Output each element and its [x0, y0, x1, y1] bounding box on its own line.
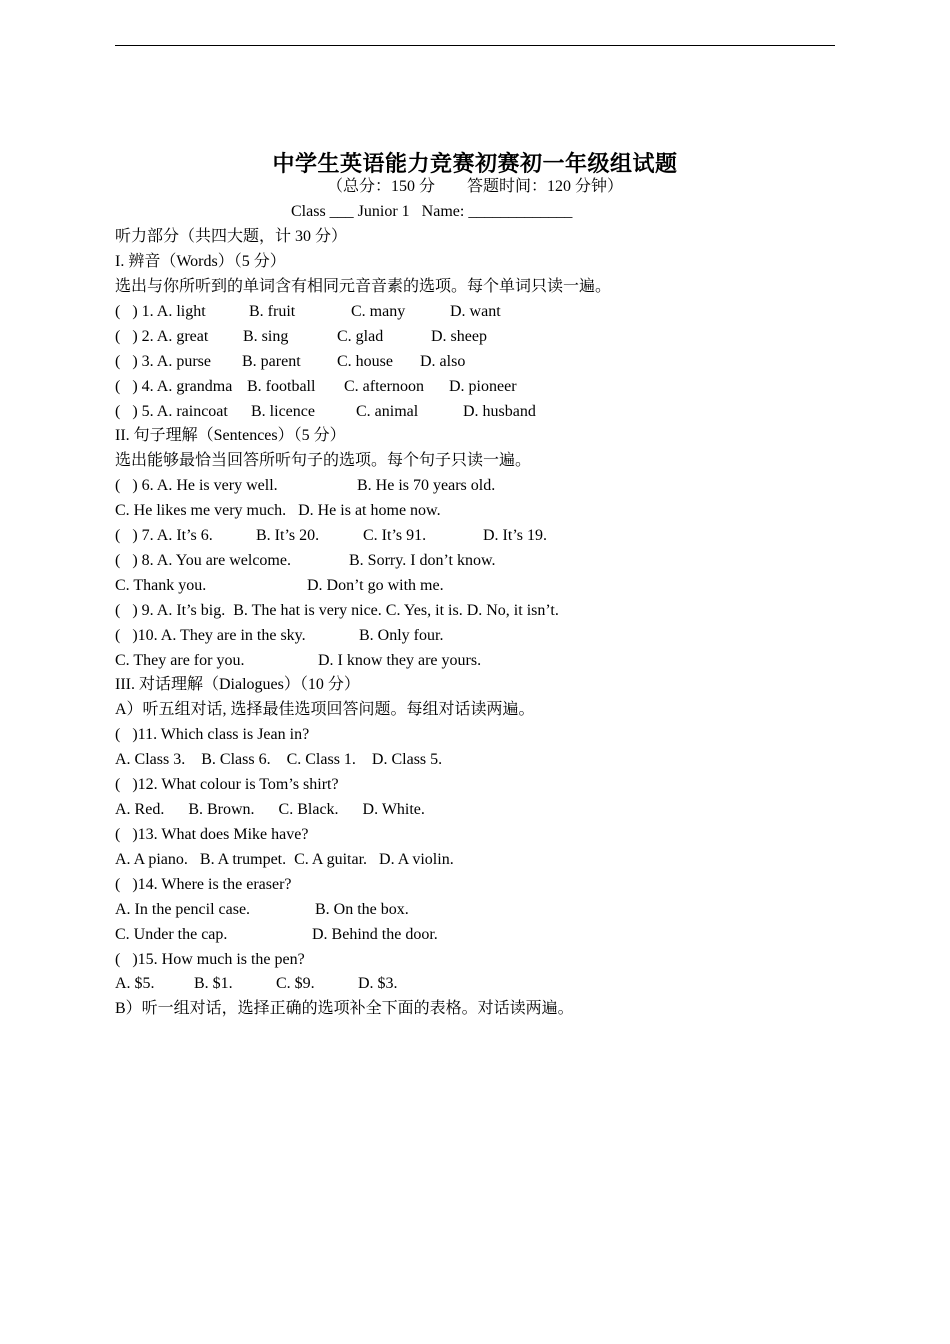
q15-d: D. $3. — [358, 975, 398, 992]
header-rule — [115, 45, 835, 46]
q13-options: A. A piano. B. A trumpet. C. A guitar. D. A violin. — [115, 851, 454, 868]
section2-instruction: 选出能够最恰当回答所听句子的选项。每个句子只读一遍。 — [115, 452, 532, 469]
q5-c: C. animal — [356, 403, 419, 420]
q4-d: D. pioneer — [449, 378, 517, 395]
q3-b: B. parent — [242, 353, 301, 370]
q15-c: C. $9. — [276, 975, 315, 992]
q10-d: D. I know they are yours. — [318, 652, 482, 669]
q9: ( ) 9. A. It’s big. B. The hat is very nice. C. Yes, it is. D. No, it isn’t. — [115, 602, 559, 619]
q14-a: A. In the pencil case. — [115, 901, 251, 918]
q5-d: D. husband — [463, 403, 536, 420]
q4-b: B. football — [247, 378, 316, 395]
q13: ( )13. What does Mike have? — [115, 826, 309, 843]
section1-heading: I. 辨音（Words）（5 分） — [115, 253, 286, 270]
q3-c: C. house — [337, 353, 393, 370]
class-name-line: Class ___ Junior 1 Name: _____________ — [291, 203, 573, 220]
q5-b: B. licence — [251, 403, 315, 420]
q6-a: ( ) 6. A. He is very well. — [115, 477, 278, 494]
q7-a: ( ) 7. A. It’s 6. — [115, 527, 213, 544]
q14-d: D. Behind the door. — [312, 926, 438, 943]
section2-heading: II. 句子理解（Sentences）（5 分） — [115, 427, 346, 444]
q7-d: D. It’s 19. — [483, 527, 547, 544]
section3-partB: B）听一组对话，选择正确的选项补全下面的表格。对话读两遍。 — [115, 1000, 574, 1017]
section3-heading: III. 对话理解（Dialogues）（10 分） — [115, 676, 360, 693]
q2-d: D. sheep — [431, 328, 487, 345]
q1-c: C. many — [351, 303, 406, 320]
q11: ( )11. Which class is Jean in? — [115, 726, 310, 743]
page-title: 中学生英语能力竞赛初赛初一年级组试题 — [272, 151, 678, 176]
q15-b: B. $1. — [194, 975, 233, 992]
q6-b: B. He is 70 years old. — [357, 477, 496, 494]
q3-d: D. also — [420, 353, 466, 370]
q11-options: A. Class 3. B. Class 6. C. Class 1. D. Class 5. — [115, 751, 443, 768]
q1-a: ( ) 1. A. light — [115, 303, 206, 320]
q8-d: D. Don’t go with me. — [307, 577, 444, 594]
subtitle: （总分：150 分 答题时间：120 分钟） — [326, 178, 623, 195]
q1-d: D. want — [450, 303, 501, 320]
q14: ( )14. Where is the eraser? — [115, 876, 292, 893]
q8-a: ( ) 8. A. You are welcome. — [115, 552, 291, 569]
q8-c: C. Thank you. — [115, 577, 207, 594]
listening-header: 听力部分（共四大题，计 30 分） — [115, 228, 348, 245]
q4-c: C. afternoon — [344, 378, 424, 395]
section3-partA: A）听五组对话, 选择最佳选项回答问题。每组对话读两遍。 — [115, 701, 535, 718]
q7-c: C. It’s 91. — [363, 527, 427, 544]
q7-b: B. It’s 20. — [256, 527, 320, 544]
q2-b: B. sing — [243, 328, 289, 345]
q15: ( )15. How much is the pen? — [115, 951, 305, 968]
q1-b: B. fruit — [249, 303, 296, 320]
q2-a: ( ) 2. A. great — [115, 328, 209, 345]
q14-b: B. On the box. — [315, 901, 409, 918]
q8-b: B. Sorry. I don’t know. — [349, 552, 496, 569]
section1-instruction: 选出与你所听到的单词含有相同元音音素的选项。每个单词只读一遍。 — [115, 278, 612, 295]
q2-c: C. glad — [337, 328, 384, 345]
q6-cd: C. He likes me very much. D. He is at home now. — [115, 502, 441, 519]
q10-b: B. Only four. — [359, 627, 444, 644]
q5-a: ( ) 5. A. raincoat — [115, 403, 228, 420]
q14-c: C. Under the cap. — [115, 926, 228, 943]
q10-a: ( )10. A. They are in the sky. — [115, 627, 306, 644]
q12: ( )12. What colour is Tom’s shirt? — [115, 776, 339, 793]
q4-a: ( ) 4. A. grandma — [115, 378, 233, 395]
q15-a: A. $5. — [115, 975, 155, 992]
q10-c: C. They are for you. — [115, 652, 245, 669]
q3-a: ( ) 3. A. purse — [115, 353, 211, 370]
q12-options: A. Red. B. Brown. C. Black. D. White. — [115, 801, 425, 818]
